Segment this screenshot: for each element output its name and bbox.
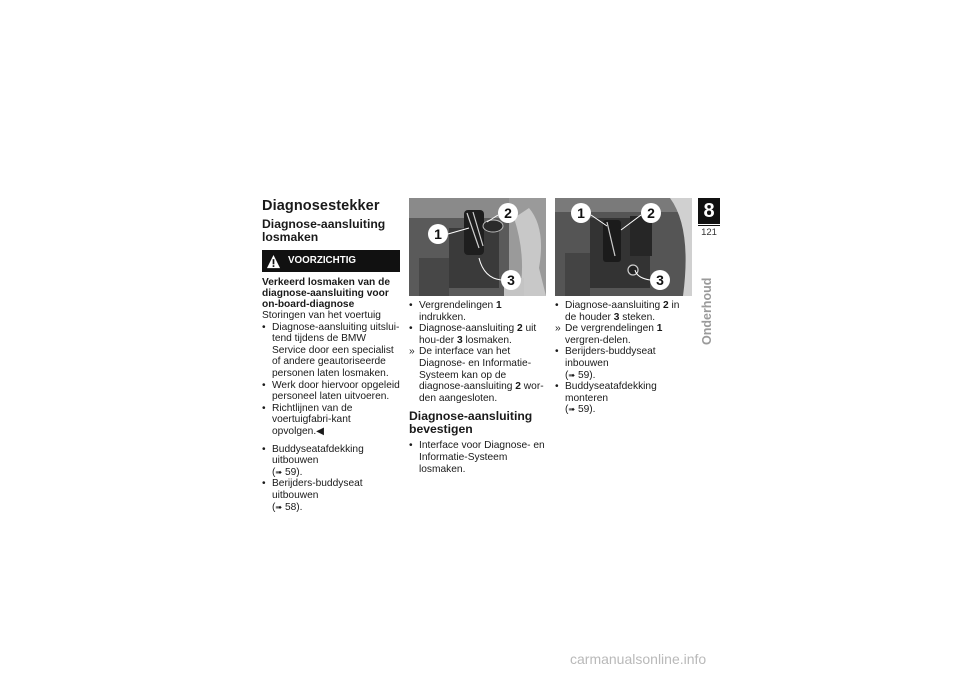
list-item-text: Werk door hiervoor opgeleid personeel laten uitvoeren.: [272, 379, 400, 403]
warning-list: [262, 322, 402, 438]
photo-diagnose-connector-unlocked: [409, 198, 546, 296]
page-ref[interactable]: (➠ 59).: [272, 466, 303, 478]
list-item: [262, 403, 402, 438]
list-item: [262, 478, 402, 513]
photo-label-1: 1: [577, 205, 585, 221]
bullet-mark: •: [262, 443, 266, 455]
list-item: [262, 380, 402, 403]
photo-diagnose-connector-mounted: [555, 198, 692, 296]
section-title: Diagnosestekker: [262, 198, 380, 214]
list-item-text: Interface voor Diagnose- en Informatie-Systeem losmaken.: [419, 440, 545, 475]
list-item: [262, 444, 402, 479]
list-item-text: Richtlijnen van de voertuigfabri-kant opvolgen.◀: [272, 402, 353, 437]
step-list: [409, 440, 547, 475]
result-mark: »: [409, 346, 415, 358]
bullet-mark: •: [262, 379, 266, 391]
list-item: • Diagnose-aansluiting 2 uit hou-der 3 losmaken.: [409, 323, 537, 346]
photo-label-3: 3: [507, 272, 515, 288]
page-ref[interactable]: (➠ 59).: [565, 369, 596, 381]
photo-label-2: 2: [647, 205, 655, 221]
bullet-mark: •: [555, 300, 559, 311]
column-2: [409, 300, 547, 475]
result-mark: »: [555, 323, 561, 335]
list-item: • Diagnose-aansluiting 2 in de houder 3 steken.: [555, 300, 680, 323]
ref-arrow-icon: ➠: [275, 502, 283, 512]
photo-label-1: 1: [434, 226, 442, 242]
result-item: » De vergrendelingen 1 vergren-delen.: [555, 323, 663, 346]
bullet-mark: •: [409, 440, 413, 452]
list-item: [555, 346, 693, 381]
bullet-mark: •: [409, 323, 413, 335]
page-ref[interactable]: (➠ 59).: [565, 404, 596, 416]
list-item-text: Buddyseatafdekking monteren: [565, 381, 657, 404]
list-item: [409, 440, 547, 475]
bullet-mark: •: [409, 300, 413, 311]
watermark: carmanualsonline.info: [570, 651, 707, 667]
list-item: • Vergrendelingen 1 indrukken.: [409, 300, 502, 323]
step-list: [262, 444, 402, 514]
warning-label: VOORZICHTIG: [288, 255, 357, 267]
step-list: [555, 300, 693, 416]
list-item-text: Berijders-buddyseat uitbouwen: [272, 478, 363, 501]
list-item-text: Buddyseatafdekking uitbouwen: [272, 443, 364, 467]
photo-label-2: 2: [504, 205, 512, 221]
subsection-title-bevestigen: Diagnose-aansluiting bevestigen: [409, 409, 533, 437]
column-3: [555, 300, 693, 416]
column-1: [262, 198, 402, 513]
bullet-mark: •: [555, 381, 559, 393]
warning-title: Verkeerd losmaken van de diagnose-aansluiting voor on-board-diagnose: [262, 277, 390, 310]
list-item: [555, 381, 693, 416]
bullet-mark: •: [262, 478, 266, 490]
list-item-text: Berijders-buddyseat inbouwen: [565, 346, 656, 369]
result-item: » De interface van het Diagnose- en Informatie-Systeem kan op de diagnose-aansluiting 2 wor-den aangesloten.: [409, 346, 544, 404]
photo-label-3: 3: [656, 272, 664, 288]
list-item-text: Diagnose-aansluiting uitslui-tend tijdens de BMW Service door een specialist of andere geautoriseerde personen laten losmaken.: [272, 321, 400, 379]
bullet-mark: •: [262, 321, 266, 333]
warning-icon: [266, 254, 281, 269]
warning-banner: [262, 250, 400, 272]
page-ref[interactable]: (➠ 58).: [272, 501, 303, 513]
list-item: [262, 322, 402, 380]
subsection-title-losmaken: Diagnose-aansluiting losmaken: [262, 217, 386, 244]
bullet-mark: •: [262, 402, 266, 414]
step-list: [409, 300, 547, 404]
chapter-divider: [698, 225, 720, 226]
bullet-mark: •: [555, 346, 559, 358]
warning-text: Storingen van het voertuig: [262, 310, 381, 321]
ref-arrow-icon: ➠: [275, 467, 283, 477]
chapter-number: 8: [698, 198, 720, 224]
page-number: 121: [701, 227, 717, 238]
chapter-label: Onderhoud: [700, 277, 714, 345]
ref-arrow-icon: ➠: [568, 405, 576, 415]
ref-arrow-icon: ➠: [568, 370, 576, 380]
